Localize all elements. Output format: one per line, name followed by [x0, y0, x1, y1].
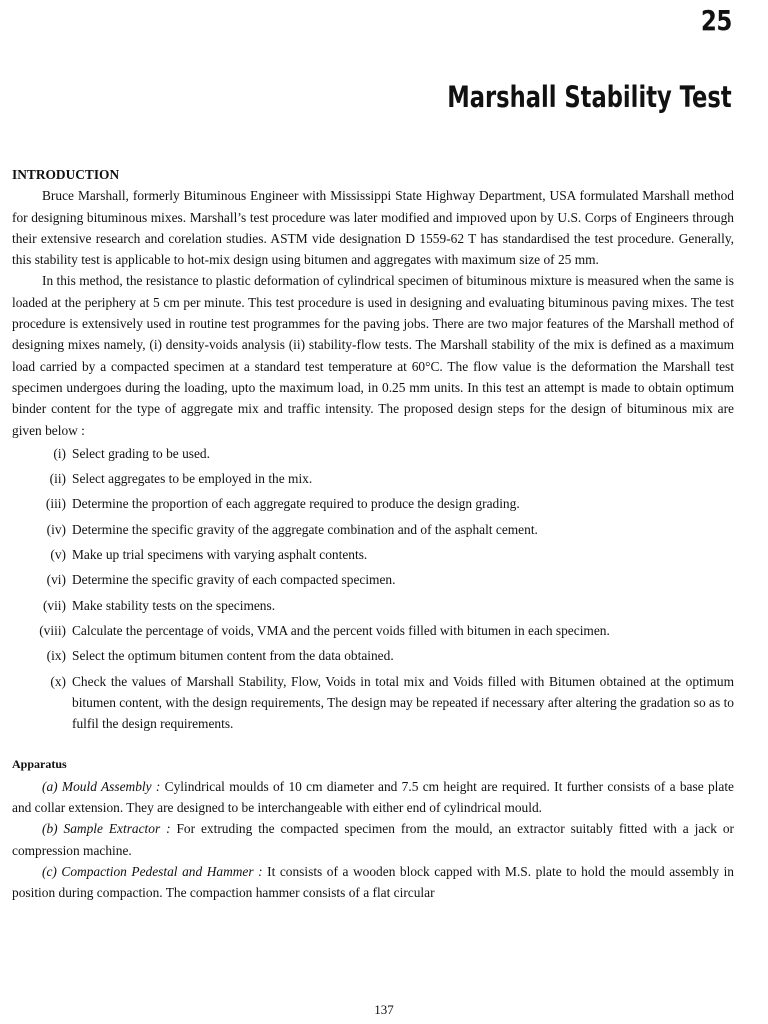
- list-item-number: (viii): [39, 622, 66, 638]
- list-item-text: Select the optimum bitumen content from the data obtained.: [72, 648, 394, 664]
- section-heading-introduction: INTRODUCTION: [12, 167, 120, 182]
- apparatus-item-text: Cylindrical moulds of 10 cm diameter and 7.5 cm height are required. It further consists of a base plate and collar extension. They are designed to be interchangeable with either end of cylindrical mould.: [12, 778, 734, 816]
- list-item-text: Determine the specific gravity of each compacted specimen.: [72, 572, 396, 588]
- apparatus-item: [12, 776, 734, 819]
- apparatus-item: [12, 861, 734, 904]
- list-item: [12, 620, 734, 641]
- list-item-text: Calculate the percentage of voids, VMA and the percent voids filled with bitumen in each specimen.: [72, 622, 610, 638]
- list-item-number: (vii): [42, 597, 66, 613]
- apparatus-item-label: (a) Mould Assembly :: [42, 778, 161, 794]
- list-item-number: (iv): [46, 521, 66, 537]
- list-item: [12, 595, 734, 616]
- apparatus-item: [12, 818, 734, 861]
- page-content: [12, 164, 734, 904]
- list-item: [12, 671, 734, 735]
- paragraph: Bruce Marshall, formerly Bituminous Engineer with Mississippi State Highway Department, USA formulated Marshall method for designing bituminous mixes. Marshall’s test procedure was later modified and impıoved upon by U.S. Corps of Engineers through their extensive research and corelation studies. ASTM vide designation D 1559-62 T has standardised the test procedure. Generally, this stability test is applicable to hot-mix design using bitumen and aggregates with maximum size of 25 mm.: [12, 188, 734, 268]
- section-heading-apparatus: Apparatus: [12, 757, 67, 772]
- page-number: 137: [374, 1002, 394, 1017]
- paragraph: In this method, the resistance to plastic deformation of cylindrical specimen of bituminous mixture is measured when the same is loaded at the periphery at 5 cm per minute. This test procedure is used in designing and evaluating bituminous paving mixes. The test procedure is extensively used in routine test programmes for the paving jobs. There are two major features of the Marshall method of designing mixes namely, (i) density-voids analysis (ii) stability-flow tests. The Marshall stability of the mix is defined as a maximum load carried by a compacted specimen at a standard test temperature at 60°C. The flow value is the deformation the Marshall test specimen undergoes during the loading, upto the maximum load, in 0.25 mm units. In this test an attempt is made to obtain optimum binder content for the type of aggregate mix and traffic intensity. The proposed design steps for the design of bituminous mix are given below :: [12, 273, 734, 438]
- list-item-text: Determine the proportion of each aggregate required to produce the design grading.: [72, 496, 520, 512]
- list-item-text: Make stability tests on the specimens.: [72, 597, 276, 613]
- apparatus-item-text: For extruding the compacted specimen from the mould, an extractor suitably fitted with a jack or compression machine.: [12, 821, 734, 858]
- apparatus-item-label: (b) Sample Extractor :: [42, 821, 171, 837]
- list-item: [12, 645, 734, 666]
- apparatus-item-text: It consists of a wooden block capped with M.S. plate to hold the mould assembly in position during compaction. The compaction hammer consists of a flat circular: [12, 863, 734, 901]
- list-item: [12, 519, 734, 540]
- list-item: [12, 443, 734, 464]
- list-item: [12, 569, 734, 590]
- chapter-title: Marshall Stability Test: [447, 80, 732, 114]
- list-item: [12, 468, 734, 489]
- list-item-text: Select grading to be used.: [72, 445, 210, 461]
- list-item-number: (vi): [46, 572, 66, 588]
- list-item-text: Make up trial specimens with varying asphalt contents.: [72, 547, 368, 563]
- list-item-number: (iii): [45, 496, 66, 512]
- list-item: [12, 544, 734, 565]
- chapter-number: 25: [700, 4, 732, 37]
- list-item-number: (x): [50, 673, 66, 689]
- list-item-number: (ix): [46, 648, 66, 664]
- design-steps-list: [12, 443, 734, 735]
- list-item: [12, 493, 734, 514]
- list-item-number: (ii): [49, 471, 66, 487]
- list-item-text: Determine the specific gravity of the aggregate combination and of the asphalt cement.: [72, 521, 538, 537]
- list-item-number: (i): [53, 445, 66, 461]
- list-item-text: Check the values of Marshall Stability, Flow, Voids in total mix and Voids filled with Bitumen obtained at the optimum bitumen content, with the design requirements, The design may be repeated if necessary after altering the gradation so as to fulfil the design requirements.: [72, 673, 734, 732]
- list-item-text: Select aggregates to be employed in the mix.: [72, 471, 313, 487]
- apparatus-item-label: (c) Compaction Pedestal and Hammer :: [42, 863, 263, 879]
- list-item-number: (v): [50, 547, 66, 563]
